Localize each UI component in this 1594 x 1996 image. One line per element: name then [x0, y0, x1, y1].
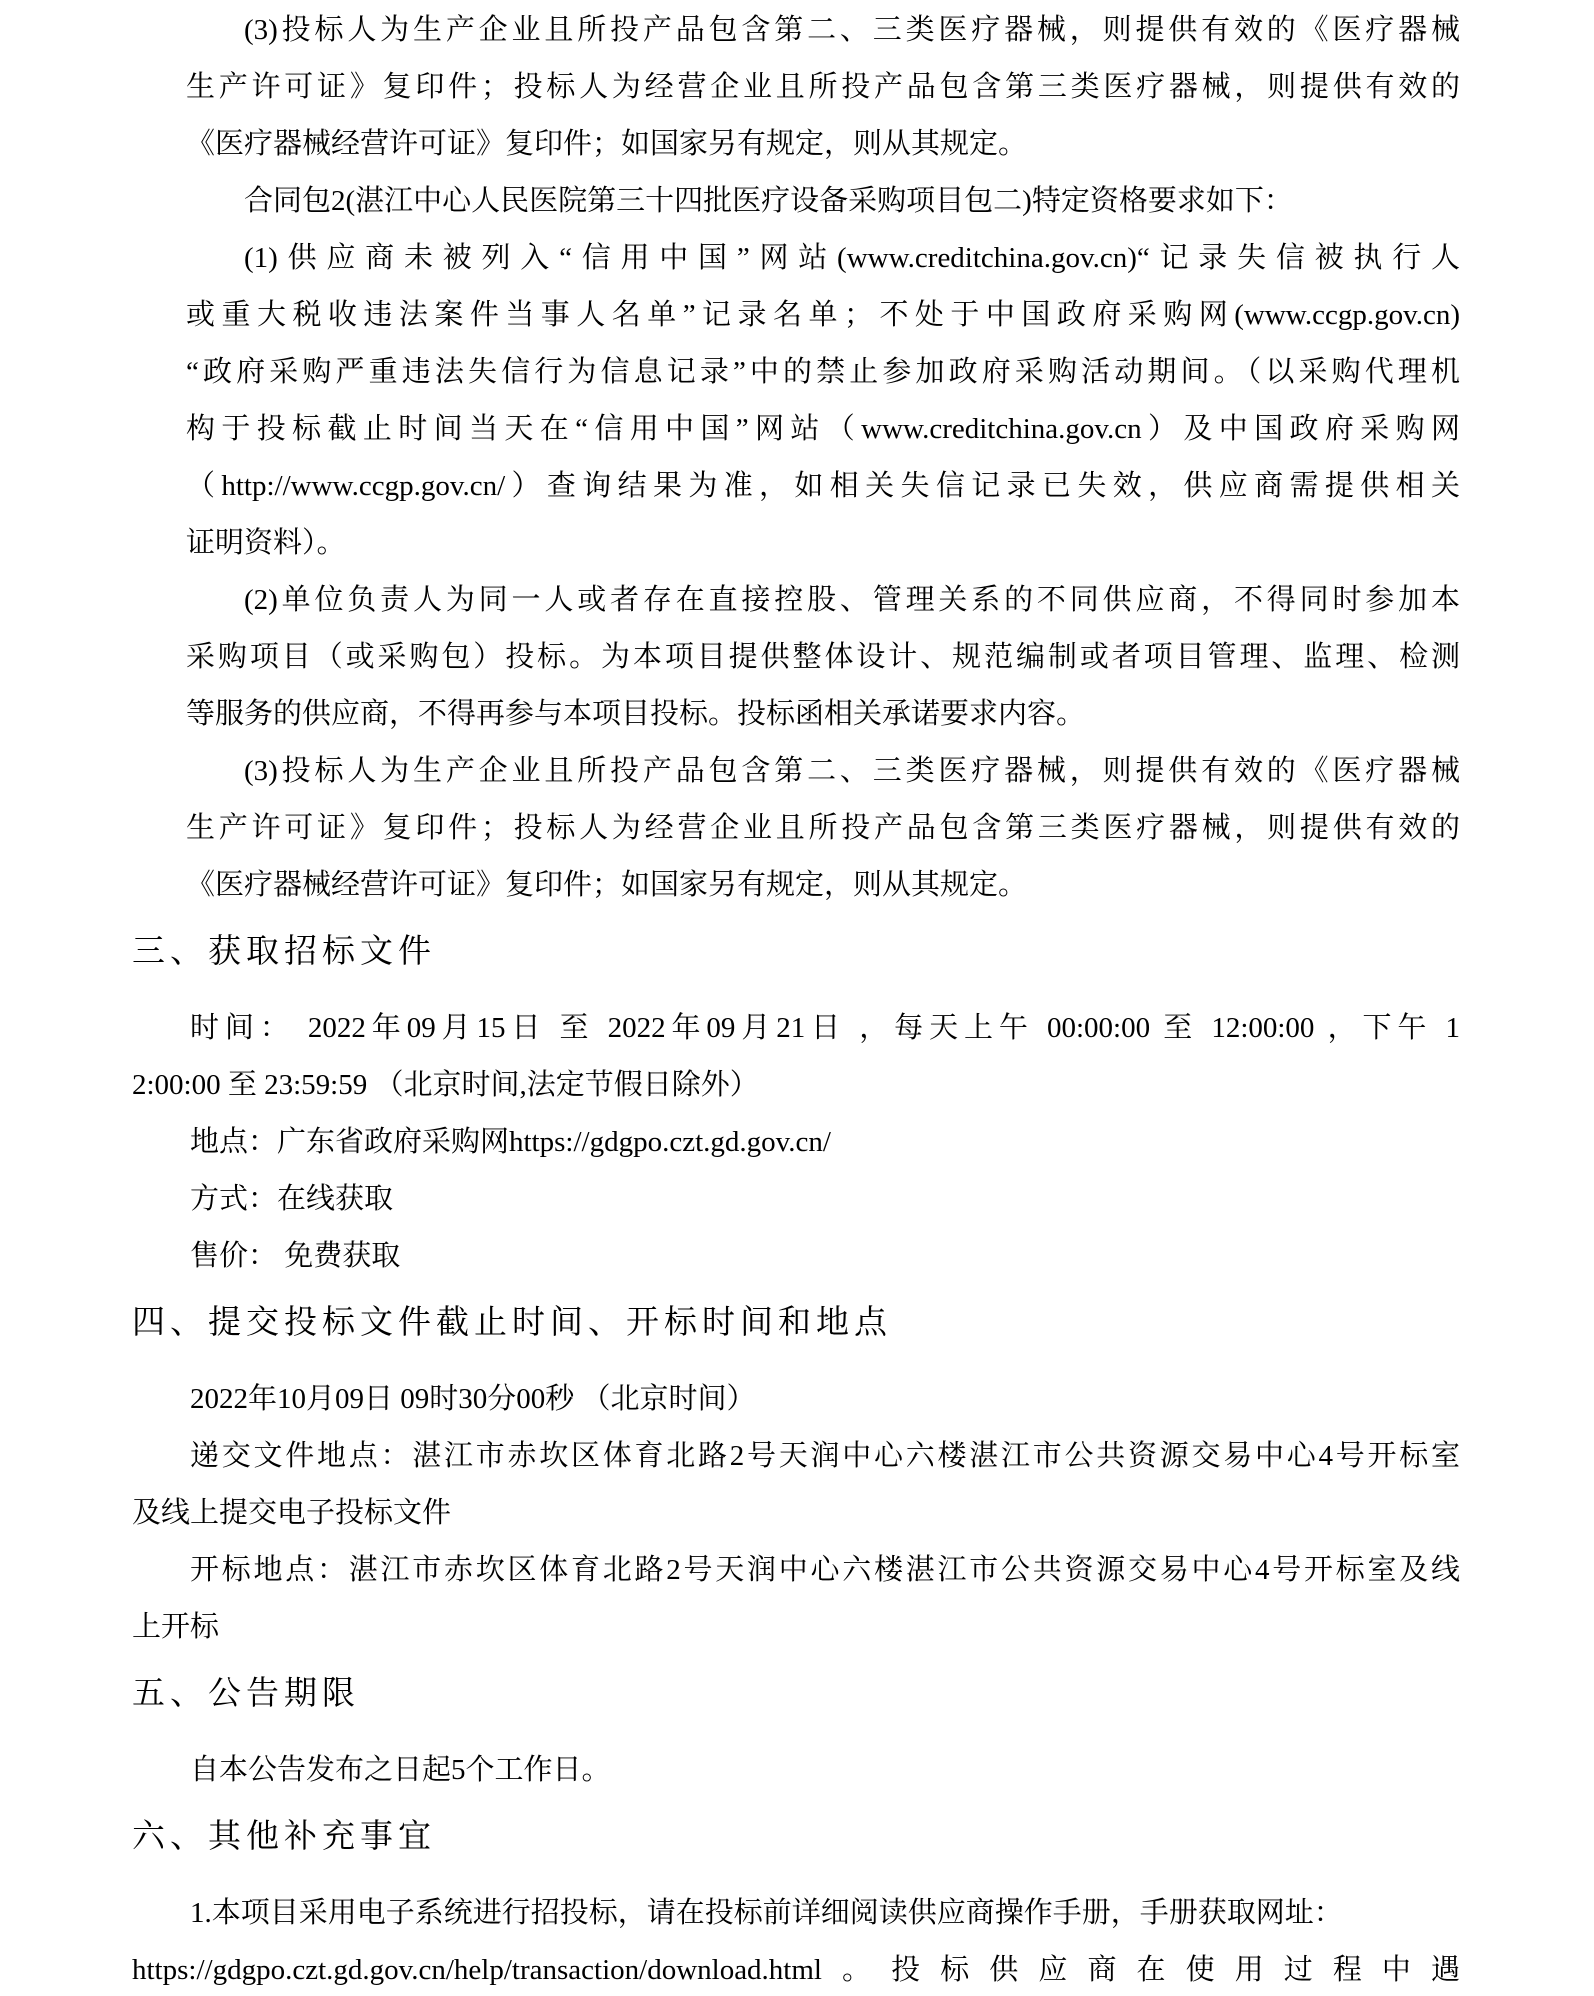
doc-line: 2022年10月09日 09时30分00秒 （北京时间） [190, 1383, 756, 1415]
para-package2-item2 [132, 572, 1594, 743]
doc-line: 上开标 [132, 1611, 220, 1643]
doc-line: （http://www.ccgp.gov.cn/）查询结果为准，如相关失信记录已失效，供应商需提供相关 [186, 470, 1460, 502]
doc-line: 证明资料）。 [186, 527, 346, 559]
doc-line: (3)投标人为生产企业且所投产品包含第二、三类医疗器械，则提供有效的《医疗器械 [244, 14, 1460, 46]
doc-line: https://gdgpo.czt.gd.gov.cn/help/transaction/download.html。投标供应商在使用过程中遇 [132, 1954, 1460, 1986]
para-package2-intro [132, 173, 1594, 230]
doc-line: 及线上提交电子投标文件 [132, 1497, 452, 1529]
para-section4-deadline [132, 1371, 1594, 1428]
doc-line: (3)投标人为生产企业且所投产品包含第二、三类医疗器械，则提供有效的《医疗器械 [244, 755, 1460, 787]
section4-heading: 四、提交投标文件截止时间、开标时间和地点 [132, 1305, 892, 1341]
doc-line: “政府采购严重违法失信行为信息记录”中的禁止参加政府采购活动期间。（以采购代理机 [186, 356, 1460, 388]
doc-line: (1)供应商未被列入“信用中国”网站(www.creditchina.gov.cn)“记录失信被执行人 [244, 242, 1460, 274]
para-section3-time [132, 1000, 1594, 1114]
doc-line: 生产许可证》复印件；投标人为经营企业且所投产品包含第三类医疗器械，则提供有效的 [186, 812, 1460, 844]
doc-line: 《医疗器械经营许可证》复印件；如国家另有规定，则从其规定。 [186, 869, 1028, 901]
section3-heading: 三、获取招标文件 [132, 934, 436, 970]
doc-line: 2:00:00 至 23:59:59 （北京时间,法定节假日除外） [132, 1069, 759, 1101]
doc-line: 合同包2(湛江中心人民医院第三十四批医疗设备采购项目包二)特定资格要求如下： [244, 185, 1293, 217]
para-section6-body [132, 1885, 1594, 1996]
para-package1-item3 [132, 2, 1594, 173]
doc-line: 递交文件地点：湛江市赤坎区体育北路2号天润中心六楼湛江市公共资源交易中心4号开标室 [190, 1440, 1460, 1472]
doc-line: 等服务的供应商，不得再参与本项目投标。投标函相关承诺要求内容。 [186, 698, 1086, 730]
para-section4-open-place [132, 1542, 1594, 1656]
para-section3-place [132, 1114, 1594, 1171]
para-section4-submit-place [132, 1428, 1594, 1542]
doc-line: (2)单位负责人为同一人或者存在直接控股、管理关系的不同供应商，不得同时参加本 [244, 584, 1460, 616]
doc-line: 开标地点：湛江市赤坎区体育北路2号天润中心六楼湛江市公共资源交易中心4号开标室及线 [190, 1554, 1460, 1586]
doc-line: 生产许可证》复印件；投标人为经营企业且所投产品包含第三类医疗器械，则提供有效的 [186, 71, 1460, 103]
doc-line: 构于投标截止时间当天在“信用中国”网站（www.creditchina.gov.cn）及中国政府采购网 [186, 413, 1460, 445]
doc-line: 自本公告发布之日起5个工作日。 [190, 1754, 611, 1786]
para-section3-method [132, 1171, 1594, 1228]
para-package2-item3 [132, 743, 1594, 914]
para-package2-item1 [132, 230, 1594, 572]
doc-line: 地点：广东省政府采购网https://gdgpo.czt.gd.gov.cn/ [190, 1126, 831, 1158]
section5-heading: 五、公告期限 [132, 1676, 360, 1712]
doc-line: 《医疗器械经营许可证》复印件；如国家另有规定，则从其规定。 [186, 128, 1028, 160]
section6-heading: 六、其他补充事宜 [132, 1819, 436, 1855]
para-section5-body [132, 1742, 1594, 1799]
doc-line: 方式：在线获取 [190, 1183, 394, 1215]
doc-line: 或重大税收违法案件当事人名单”记录名单；不处于中国政府采购网(www.ccgp.gov.cn) [186, 299, 1460, 331]
para-section3-price [132, 1228, 1594, 1285]
doc-line: 1.本项目采用电子系统进行招投标，请在投标前详细阅读供应商操作手册，手册获取网址： [190, 1897, 1343, 1929]
doc-line: 售价： 免费获取 [190, 1240, 401, 1272]
doc-line: 采购项目（或采购包）投标。为本项目提供整体设计、规范编制或者项目管理、监理、检测 [186, 641, 1460, 673]
doc-line: 时间： 2022年09月15日 至 2022年09月21日 ，每天上午 00:00:00 至 12:00:00 ，下午 1 [190, 1012, 1460, 1044]
